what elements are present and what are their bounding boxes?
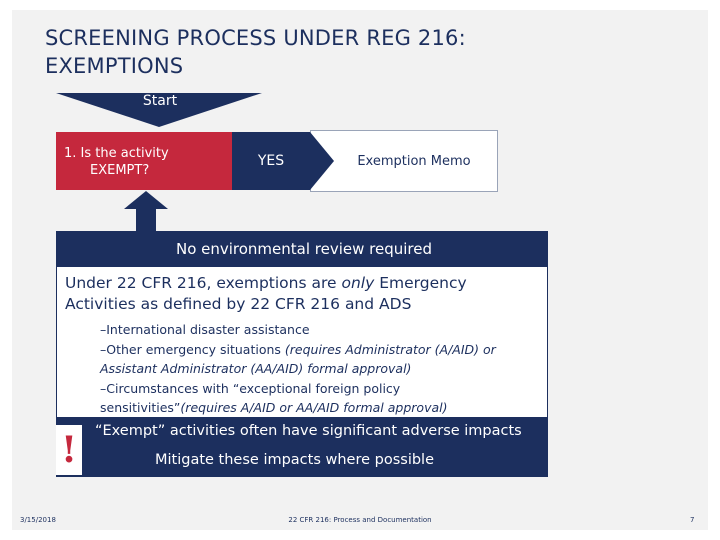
question-line-2: EXEMPT? xyxy=(90,163,150,178)
slide-title xyxy=(45,24,645,80)
yes-box xyxy=(232,132,310,190)
exemption-details-box xyxy=(56,267,548,417)
question-line-1: 1. Is the activity xyxy=(64,146,169,161)
yes-arrow-icon xyxy=(310,132,334,190)
list-item: –Circumstances with “exceptional foreign policy sensitivities”(requires A/AID or AA/AID formal approval) xyxy=(100,380,448,415)
title-line-2: EXEMPTIONS xyxy=(45,54,184,78)
title-line-1: SCREENING PROCESS UNDER REG 216: xyxy=(45,26,466,50)
exemption-definition xyxy=(65,273,505,315)
list-item: –International disaster assistance xyxy=(100,322,310,337)
definition-part-1: Under 22 CFR 216, exemptions are xyxy=(65,274,342,292)
question-box xyxy=(56,132,232,190)
warning-line-2: Mitigate these impacts where possible xyxy=(155,452,435,468)
footer-title: 22 CFR 216: Process and Documentation xyxy=(288,516,432,524)
footer-date: 3/15/2018 xyxy=(20,516,56,524)
start-label: Start xyxy=(142,93,178,109)
no-review-label: No environmental review required xyxy=(175,240,433,258)
page-number: 7 xyxy=(690,516,695,524)
warning-line-1: “Exempt” activities often have significant adverse impacts xyxy=(95,423,522,439)
memo-label: Exemption Memo xyxy=(357,153,471,169)
exclamation-icon: ! xyxy=(56,425,82,475)
up-arrow-shaft xyxy=(136,208,156,232)
list-item: –Other emergency situations (requires Administrator (A/AID) or Assistant Administrator (AA/AID) formal approval) xyxy=(100,341,496,376)
exemption-memo-box xyxy=(310,130,498,192)
yes-label: YES xyxy=(257,153,285,169)
no-review-banner xyxy=(56,231,548,267)
definition-part-2: Emergency Activities as defined by 22 CFR 216 and ADS xyxy=(65,274,467,313)
exemption-list xyxy=(100,320,540,418)
definition-only: only xyxy=(341,274,375,292)
up-arrow-icon xyxy=(124,191,168,209)
